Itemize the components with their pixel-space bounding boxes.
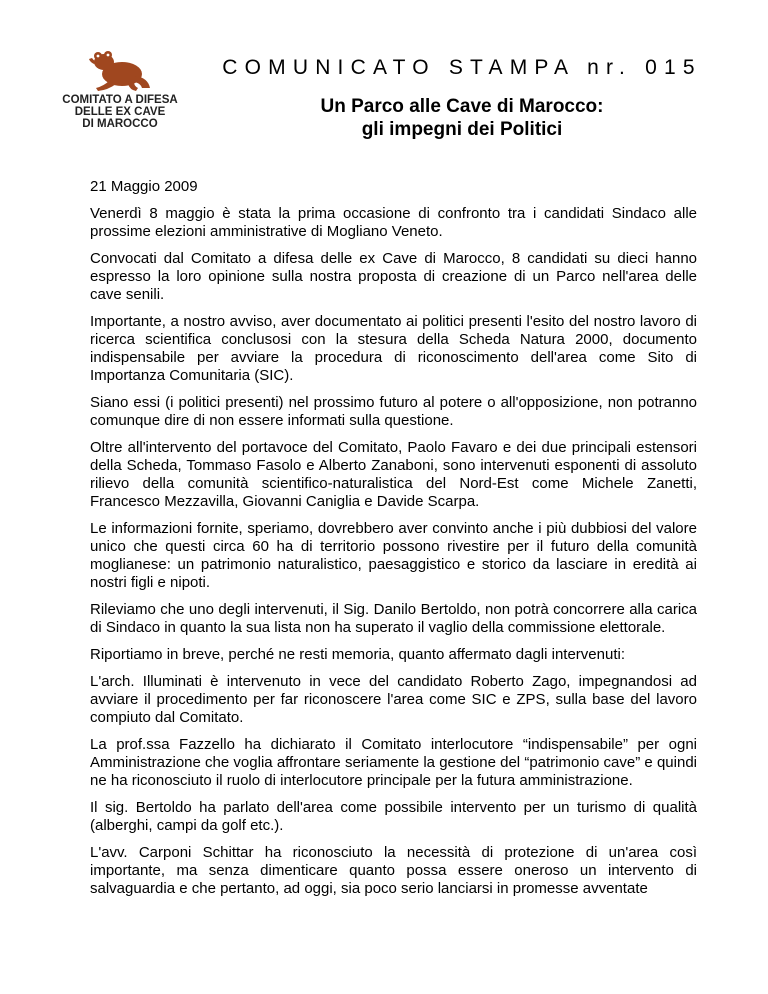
- paragraph: L'avv. Carponi Schittar ha riconosciuto la necessità di protezione di un'area così importante, ma senza dimenticare quanto possa essere oneroso un intervento di salvaguardia e che pertanto, ad oggi, sia poco serio lanciarsi in promesse avventate: [90, 844, 697, 897]
- press-release-title: COMUNICATO STAMPA nr. 015: [222, 56, 702, 79]
- logo-line: COMITATO A DIFESA: [62, 94, 178, 106]
- paragraph: Rileviamo che uno degli intervenuti, il Sig. Danilo Bertoldo, non potrà concorrere alla carica di Sindaco in quanto la sua lista non ha superato il vaglio della commissione elettorale.: [90, 601, 697, 636]
- committee-logo: [60, 48, 180, 130]
- paragraph: Siano essi (i politici presenti) nel prossimo futuro al potere o all'opposizione, non potranno comunque dire di non essere informati sulla questione.: [90, 394, 697, 429]
- paragraph: Le informazioni fornite, speriamo, dovrebbero aver convinto anche i più dubbiosi del valore unico che questi circa 60 ha di territorio possono rivestire per il futuro della comunità moglianese: un patrimonio naturalistico, paesaggistico e storico da lasciare in eredità ai nostri figli e nipoti.: [90, 520, 697, 591]
- frog-icon: [88, 48, 152, 92]
- header: [222, 56, 702, 141]
- article-body: [90, 178, 697, 907]
- logo-line: DI MAROCCO: [82, 118, 158, 130]
- paragraph: Convocati dal Comitato a difesa delle ex Cave di Marocco, 8 candidati su dieci hanno espresso la loro opinione sulla nostra proposta di creazione di un Parco nell'area delle cave senili.: [90, 250, 697, 303]
- headline: [222, 95, 702, 141]
- paragraph: Riportiamo in breve, perché ne resti memoria, quanto affermato dagli intervenuti:: [90, 646, 625, 663]
- headline-line: gli impegni dei Politici: [361, 119, 563, 140]
- logo-text: [60, 94, 180, 130]
- publication-date: 21 Maggio 2009: [90, 178, 198, 195]
- paragraph: L'arch. Illuminati è intervenuto in vece del candidato Roberto Zago, impegnandosi ad avviare il procedimento per far riconoscere l'area come SIC e ZPS, sulla base del lavoro compiuto dal Comitato.: [90, 673, 697, 726]
- paragraph: Venerdì 8 maggio è stata la prima occasione di confronto tra i candidati Sindaco alle prossime elezioni amministrative di Mogliano Veneto.: [90, 205, 697, 240]
- logo-line: DELLE EX CAVE: [74, 106, 166, 118]
- paragraph: Il sig. Bertoldo ha parlato dell'area come possibile intervento per un turismo di qualità (alberghi, campi da golf etc.).: [90, 799, 697, 834]
- paragraph: Oltre all'intervento del portavoce del Comitato, Paolo Favaro e dei due principali estensori della Scheda, Tommaso Fasolo e Alberto Zanaboni, sono intervenuti esponenti di assoluto rilievo della comunità scientifico-naturalistica del Nord-Est come Michele Zanetti, Francesco Mezzavilla, Giovanni Caniglia e Davide Scarpa.: [90, 439, 697, 510]
- paragraph: Importante, a nostro avviso, aver documentato ai politici presenti l'esito del nostro lavoro di ricerca scientifica conclusosi con la stesura della Scheda Natura 2000, documento indispensabile per avviare la procedura di riconoscimento dell'area come Sito di Importanza Comunitaria (SIC).: [90, 313, 697, 384]
- headline-line: Un Parco alle Cave di Marocco:: [320, 96, 604, 117]
- paragraph: La prof.ssa Fazzello ha dichiarato il Comitato interlocutore “indispensabile” per ogni Amministrazione che voglia affrontare seriamente la gestione del “patrimonio cave” e quindi ne ha riconosciuto il ruolo di interlocutore principale per la futura amministrazione.: [90, 736, 697, 789]
